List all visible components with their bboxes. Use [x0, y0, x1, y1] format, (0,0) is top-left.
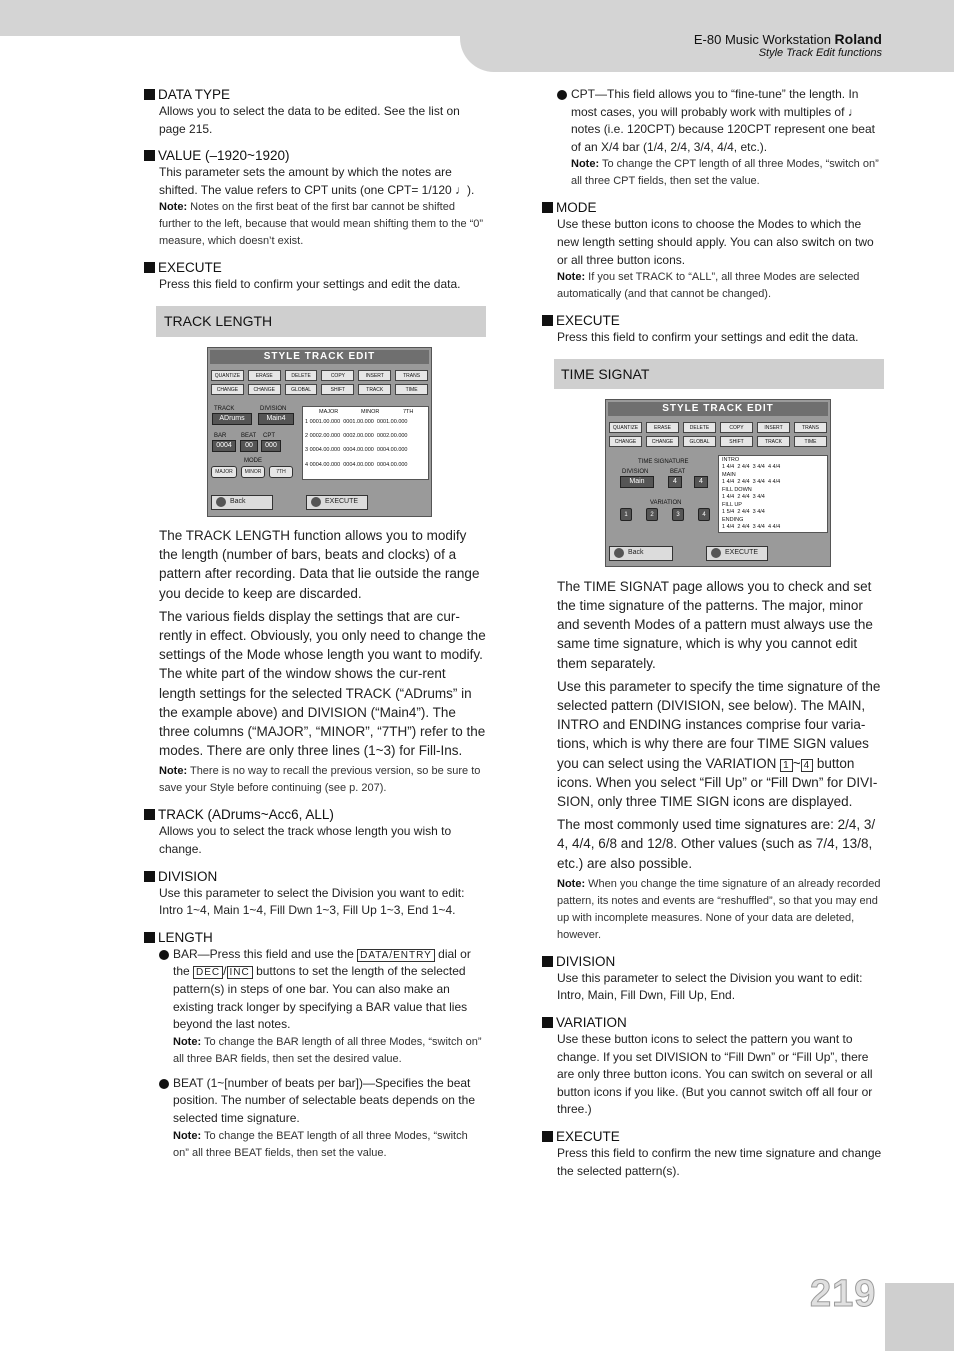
time-signat-text-2: Use this parameter to specify the time signature of the selected pattern (DIVISION, see below). The MAIN, INTRO and ENDING instances comprise four varia-tions, which is why there are four TIME SIGN values you can select using the VARIATION 1 ~ 4 button icons. When you select “Fill Up” or “Fill Dwn” for DIVI-SION, only three TIME SIGN icons are displayed.	[557, 678, 881, 809]
group-label: INTRO	[722, 456, 740, 463]
beat-label: BEAT	[241, 432, 257, 439]
inc-key: INC	[227, 966, 253, 979]
division-body: Use this parameter to select the Division you want to edit: Intro, Main, Fill Dwn, Fill Up, End.	[557, 970, 863, 1003]
screen-btn: ERASE	[248, 370, 281, 381]
data-type-heading: DATA TYPE	[144, 86, 486, 103]
execute-icon	[711, 548, 721, 558]
screen-btn: DELETE	[683, 422, 716, 433]
length-row: 1 0001.00.000 0001.00.000 0001.00.000	[305, 418, 408, 425]
screen-btn: TRANS	[794, 422, 827, 433]
square-bullet-icon	[144, 89, 155, 100]
screen-execute-button: EXECUTE	[306, 495, 368, 510]
bullet-dot-icon	[159, 1079, 169, 1089]
execute-body: Press this field to confirm your settings and edit the data.	[159, 277, 461, 292]
square-bullet-icon	[542, 1131, 553, 1142]
value-body: This parameter sets the amount by which the notes are shifted. The value refers to CPT units (one CPT= 1/120 ♩).	[159, 165, 475, 197]
variation-1-button: 1	[620, 508, 632, 521]
screen-btn: ERASE	[646, 422, 679, 433]
screen-btn: TRACK	[757, 436, 790, 447]
screen-btn: SHIFT	[720, 436, 753, 447]
group-label: FILL DOWN	[722, 486, 752, 493]
beat-field-denominator: 4	[694, 476, 708, 488]
page-number-box	[885, 1283, 954, 1351]
product-name: E-80 Music Workstation	[693, 32, 831, 47]
screen-btn: TIME	[395, 384, 428, 395]
square-bullet-icon	[542, 956, 553, 967]
screen-btn: TIME	[794, 436, 827, 447]
length-row: 2 0002.00.000 0002.00.000 0002.00.000	[305, 432, 408, 439]
page-number: 219	[810, 1273, 877, 1315]
track-heading: TRACK (ADrums~Acc6, ALL)	[144, 806, 486, 823]
beat-field-numerator: 4	[668, 476, 682, 488]
division-body: Use this parameter to select the Division you want to edit: Intro 1~4, Main 1~4, Fill Dwn 1~3, Fill Up 1~3, End 1~4.	[159, 885, 465, 918]
screen-btn: CHANGE	[211, 384, 244, 395]
variation-4-button: 4	[698, 508, 710, 521]
length-heading: LENGTH	[144, 929, 486, 946]
brand-name: Roland	[834, 31, 882, 47]
group-row: 1 5/4 2 4/4 3 4/4	[722, 508, 765, 515]
bar-bullet: BAR—Press this field and use the DATA/ENTRY dial or the DEC / INC buttons to set the length of the selected pattern(s) in steps of one bar. You can also make an existing track longer by specifying a BAR value that lies beyond the last notes.	[159, 946, 486, 1034]
execute-body: Press this field to confirm your settings and edit the data.	[557, 330, 859, 345]
mode-body: Use these button icons to choose the Modes to which the new length setting should apply. You can also switch on two or all three button icons.	[557, 217, 874, 267]
mode-note: Note: If you set TRACK to “ALL”, all three Modes are selected automatically (and that cannot be changed).	[557, 271, 860, 301]
mode-7th-button: 7TH	[269, 466, 293, 478]
cpt-note: Note: To change the CPT length of all three Modes, “switch on” all three CPT fields, then set the value.	[571, 158, 879, 188]
variation-heading: VARIATION	[542, 1014, 884, 1031]
group-label: FILL UP	[722, 501, 742, 508]
beat-field: 00	[240, 440, 258, 452]
division-label: DIVISION	[622, 468, 649, 475]
variation-body: Use these button icons to select the pattern you want to change. If you set DIVISION to “Fill Dwn” or “Fill Up”, there are only three button icons. You can switch on several or all button icons if you like. (But you cannot switch off all four or three.)	[557, 1031, 873, 1117]
group-row: 1 4/4 2 4/4 3 4/4 4 4/4	[722, 523, 781, 530]
cpt-bullet: CPT—This field allows you to “fine-tune” the length. In most cases, you will probably work with multiples of ♩ notes (i.e. 120CPT) because 120CPT represent one beat of an X/4 bar (1/4, 2/4, 3/4, 4/4, etc.).	[557, 86, 884, 156]
screen-btn: COPY	[720, 422, 753, 433]
bullet-dot-icon	[557, 90, 567, 100]
screen-title: STYLE TRACK EDIT	[608, 402, 828, 416]
dec-key: DEC	[193, 966, 223, 979]
screen-btn: QUANTIZE	[609, 422, 642, 433]
screen-function-buttons	[609, 422, 827, 447]
track-field: ADrums	[212, 413, 252, 425]
square-bullet-icon	[144, 809, 155, 820]
division-heading: DIVISION	[542, 953, 884, 970]
track-length-screenshot	[207, 347, 432, 517]
col-7th: 7TH	[403, 408, 414, 415]
screen-execute-button: EXECUTE	[706, 546, 768, 561]
variation-2-button: 2	[646, 508, 658, 521]
track-length-intro-2: The various fields display the settings that are cur-rently in effect. Obviously, you only need to change the settings of the Mode whose length you want to modify. The white part of the window shows the cur-rent length settings for the selected TRACK (“ADrums” in the example above) and DIVISION (“Main4”). The three columns (“MAJOR”, “MINOR”, “7TH”) refer to the modes. There are only three lines (1~3) for Fill-Ins.	[159, 608, 486, 759]
screen-btn: COPY	[321, 370, 354, 381]
screen-function-buttons	[211, 370, 428, 395]
beat-label: BEAT	[670, 468, 686, 475]
track-body: Allows you to select the track whose length you wish to change.	[159, 824, 452, 856]
square-bullet-icon	[542, 202, 553, 213]
time-signat-text-3: The most commonly used time signatures are: 2/4, 3/ 4, 4/4, 6/8 and 12/8. Other values (such as 7/4, 13/8, etc.) are also possible.	[557, 817, 876, 871]
screen-btn: INSERT	[358, 370, 391, 381]
square-bullet-icon	[144, 262, 155, 273]
time-signat-text-1: The TIME SIGNAT page allows you to check and set the time signature of the patterns. The major, minor and seventh Modes of a pattern must always use the same time signature, which is why you cannot edit them separately.	[557, 578, 873, 671]
value-note: Note: Notes on the first beat of the first bar cannot be shifted further to the left, because that would mean shifting them to the “0” measure, which doesn’t exist.	[159, 201, 484, 248]
screen-btn: GLOBAL	[683, 436, 716, 447]
col-major: MAJOR	[319, 408, 339, 415]
data-entry-key: DATA/ENTRY	[357, 949, 435, 962]
variation-key-1: 1	[780, 759, 793, 772]
length-row: 3 0004.00.000 0004.00.000 0004.00.000	[305, 446, 408, 453]
division-heading: DIVISION	[144, 868, 486, 885]
screen-btn: TRACK	[358, 384, 391, 395]
right-column	[542, 86, 884, 1180]
time-signat-note: Note: When you change the time signature of an already recorded pattern, its notes and events are “reshuffled”, so that you may end up with incomplete measures. None of your data are deleted, however.	[557, 877, 881, 941]
group-row: 1 4/4 2 4/4 3 4/4	[722, 493, 765, 500]
time-signat-screenshot	[605, 399, 831, 567]
square-bullet-icon	[144, 150, 155, 161]
mode-major-button: MAJOR	[211, 466, 237, 478]
back-icon	[216, 497, 226, 507]
variation-label: VARIATION	[650, 499, 682, 506]
screen-btn: GLOBAL	[285, 384, 318, 395]
track-label: TRACK	[214, 405, 235, 412]
screen-back-button: Back	[211, 495, 273, 510]
col-minor: MINOR	[361, 408, 380, 415]
square-bullet-icon	[542, 1017, 553, 1028]
screen-btn: CHANGE	[646, 436, 679, 447]
bar-note: Note: To change the BAR length of all three Modes, “switch on” all three BAR fields, then set the desired value.	[173, 1035, 482, 1065]
mode-minor-button: MINOR	[241, 466, 265, 478]
execute-heading: EXECUTE	[542, 312, 884, 329]
header-subtitle: Style Track Edit functions	[758, 47, 882, 59]
bar-field: 0004	[212, 440, 236, 452]
length-panel	[302, 406, 429, 480]
screen-title: STYLE TRACK EDIT	[210, 350, 429, 364]
group-row: 1 4/4 2 4/4 3 4/4 4 4/4	[722, 463, 781, 470]
group-label: MAIN	[722, 471, 736, 478]
execute-body-2: Press this field to confirm the new time signature and change the selected pattern(s).	[557, 1145, 882, 1178]
group-label: ENDING	[722, 516, 744, 523]
time-signature-label: TIME SIGNATURE	[638, 458, 689, 465]
execute-heading-2: EXECUTE	[542, 1128, 884, 1145]
division-label: DIVISION	[260, 405, 287, 412]
division-field: Main	[620, 476, 654, 488]
track-length-intro-1: The TRACK LENGTH function allows you to modify the length (number of bars, beats and clocks) of a pattern after recording. Data that lie outside the range you decide to keep are discarded.	[159, 527, 480, 601]
data-type-body: Allows you to select the data to be edited. See the list on page 215.	[159, 104, 460, 136]
beat-note: Note: To change the BEAT length of all three Modes, “switch on” all three BEAT fields, then set the value.	[173, 1129, 468, 1159]
group-row: 1 4/4 2 4/4 3 4/4 4 4/4	[722, 478, 781, 485]
screen-btn: SHIFT	[321, 384, 354, 395]
mode-label: MODE	[244, 457, 262, 464]
screen-back-button: Back	[609, 546, 673, 561]
length-row: 4 0004.00.000 0004.00.000 0004.00.000	[305, 461, 408, 468]
time-signat-banner: TIME SIGNAT	[554, 359, 884, 389]
cpt-field: 000	[261, 440, 281, 452]
beat-bullet: BEAT (1~[number of beats per bar])—Specifies the beat position. The number of selectable beats depends on the selected time signature.	[159, 1075, 486, 1128]
track-length-banner: TRACK LENGTH	[156, 306, 486, 337]
mode-heading: MODE	[542, 199, 884, 216]
bullet-dot-icon	[159, 950, 169, 960]
screen-btn: DELETE	[285, 370, 318, 381]
back-icon	[614, 548, 624, 558]
screen-btn: INSERT	[757, 422, 790, 433]
division-field: Main4	[258, 413, 294, 425]
header-title	[694, 31, 882, 47]
screen-btn: CHANGE	[609, 436, 642, 447]
screen-btn: CHANGE	[248, 384, 281, 395]
time-signature-panel	[718, 455, 828, 533]
value-heading: VALUE (–1920~1920)	[144, 147, 486, 164]
square-bullet-icon	[144, 932, 155, 943]
execute-icon	[311, 497, 321, 507]
execute-heading: EXECUTE	[144, 259, 486, 276]
cpt-label: CPT	[263, 432, 275, 439]
screen-btn: QUANTIZE	[211, 370, 244, 381]
screen-btn: TRANS	[395, 370, 428, 381]
variation-key-4: 4	[801, 759, 814, 772]
square-bullet-icon	[144, 871, 155, 882]
left-column	[144, 86, 486, 1162]
square-bullet-icon	[542, 315, 553, 326]
track-length-intro-note: Note: There is no way to recall the previous version, so be sure to save your Style before continuing (see p. 207).	[159, 765, 481, 795]
variation-3-button: 3	[672, 508, 684, 521]
bar-label: BAR	[214, 432, 227, 439]
